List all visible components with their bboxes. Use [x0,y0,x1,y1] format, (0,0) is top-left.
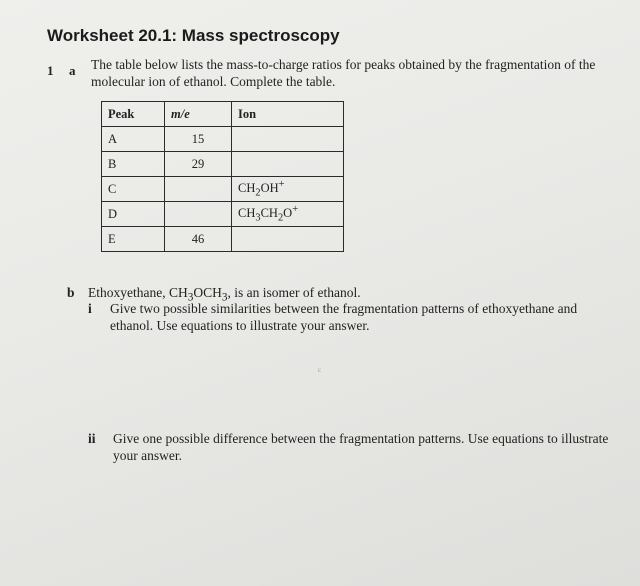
mz-cell: 46 [165,227,232,252]
table-row [102,227,344,252]
header-ion: Ion [232,102,344,127]
intro-text: Ethoxyethane, CH [88,285,188,300]
question-bi-number: i [88,301,92,316]
ion-cell [232,202,344,227]
table-row [102,202,344,227]
table-row [102,177,344,202]
ion-formula-part: OH [260,181,279,196]
question-bii-number: ii [88,431,96,446]
question-number: 1 [47,63,54,78]
peak-cell: A [102,127,165,152]
table-header-row [102,102,344,127]
stray-mark: c [318,366,322,374]
ion-formula-part: O [283,206,293,221]
question-bii-text: Give one possible difference between the fragmentation patterns. Use equations to illustrate your answer. [113,431,609,463]
page-title: Worksheet 20.1: Mass spectroscopy [47,26,340,45]
question-bi-text: Give two possible similarities between the fragmentation patterns of ethoxyethane and ethanol. Use equations to illustrate your answer. [110,301,578,333]
peak-cell: C [102,177,165,202]
header-peak: Peak [102,102,165,127]
mz-cell: 29 [165,152,232,177]
ion-table [101,101,344,252]
ion-formula-part: CH [238,206,256,221]
mz-cell [165,177,232,202]
formula-subscript: 3 [221,291,228,304]
peak-cell: B [102,152,165,177]
peak-cell: D [102,202,165,227]
question-b-letter: b [67,285,75,300]
header-mz: m/e [165,102,232,127]
mz-cell: 15 [165,127,232,152]
ion-subscript: 2 [255,187,261,199]
ion-cell [232,227,344,252]
question-a-text: The table below lists the mass-to-charge ratios for peaks obtained by the fragmentation of the molecular ion of ethanol. Complete the table. [91,57,596,89]
ion-charge: + [278,179,285,191]
intro-text: OCH [193,285,222,300]
mz-cell [165,202,232,227]
ion-charge: + [292,204,299,216]
ion-subscript: 2 [277,212,284,224]
ion-formula-part: CH [260,206,278,221]
table-row [102,152,344,177]
ion-cell [232,177,344,202]
table-row [102,127,344,152]
intro-text: , is an isomer of ethanol. [227,285,361,300]
question-part-letter: a [69,63,76,78]
ion-subscript: 3 [255,212,261,224]
formula-subscript: 3 [187,291,194,304]
ion-cell [232,127,344,152]
ion-cell [232,152,344,177]
ion-formula-part: CH [238,181,256,196]
peak-cell: E [102,227,165,252]
